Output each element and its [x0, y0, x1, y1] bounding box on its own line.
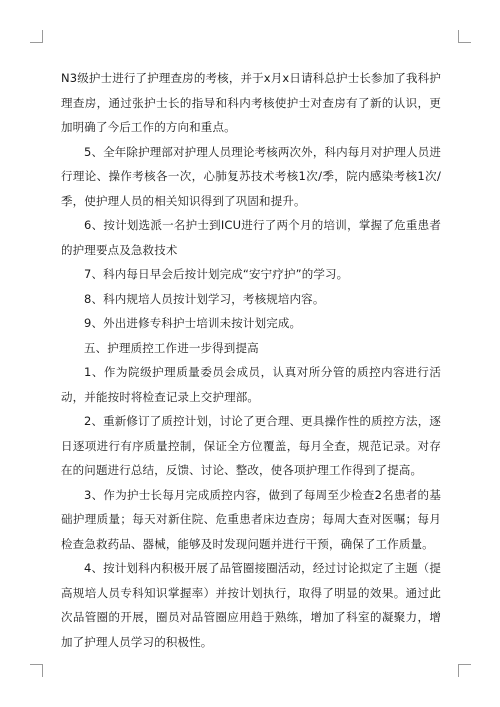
paragraph-qc-item-1: 1、作为院级护理质量委员会成员，认真对所分管的质控内容进行活动，并能按时将检查记录上交护理部。	[61, 365, 441, 404]
section-heading-quality-control: 五、护理质控工作进一步得到提高	[84, 340, 259, 355]
paragraph-qc-item-4: 4、按计划科内积极开展了品管圈接圈活动，经过讨论拟定了主题（提高规培人员专科知识掌握率）并按计划执行，取得了明显的效果。通过此次品管圈的开展，圈员对品管圈应用趋于熟练，增加了科室的凝聚力，增加了护理人员学习的积极性。	[61, 561, 441, 649]
paragraph-item-9: 9、外出进修专科护士培训未按计划完成。	[84, 316, 302, 330]
crop-mark-bottom-left	[30, 664, 43, 677]
paragraph-continuation: N3级护士进行了护理查房的考核，并于x月x日请科总护士长参加了我科护理查房，通过张护士长的指导和科内考核使护士对查房有了新的认识，更加明确了今后工作的方向和重点。	[61, 71, 441, 134]
crop-mark-bottom-right	[458, 664, 471, 677]
paragraph-item-6: 6、按计划选派一名护士到ICU进行了两个月的培训，掌握了危重患者的护理要点及急救技术	[61, 218, 441, 257]
paragraph-item-5: 5、全年除护理部对护理人员理论考核两次外，科内每月对护理人员进行理论、操作考核各一次，心肺复苏技术考核1次/季，院内感染考核1次/季，使护理人员的相关知识得到了巩固和提升。	[61, 144, 441, 208]
document-body	[61, 66, 441, 654]
paragraph-qc-item-2: 2、重新修订了质控计划，讨论了更合理、更具操作性的质控方法，逐日逐项进行有序质量控制，保证全方位覆盖，每月全查，规范记录。对存在的问题进行总结，反馈、讨论、整改，使各项护理工作得到了提高。	[61, 414, 441, 477]
paragraph-qc-item-3: 3、作为护士长每月完成质控内容，做到了每周至少检查2名患者的基础护理质量；每天对新住院、危重患者床边查房；每周大查对医嘱；每月检查急救药品、器械，能够及时发现问题并进行干预，确保了工作质量。	[61, 487, 441, 551]
paragraph-item-7: 7、科内每日早会后按计划完成“安宁疗护”的学习。	[84, 267, 349, 281]
crop-mark-top-right	[458, 30, 471, 43]
crop-mark-top-left	[30, 30, 43, 43]
paragraph-item-8: 8、科内规培人员按计划学习，考核规培内容。	[84, 291, 325, 306]
